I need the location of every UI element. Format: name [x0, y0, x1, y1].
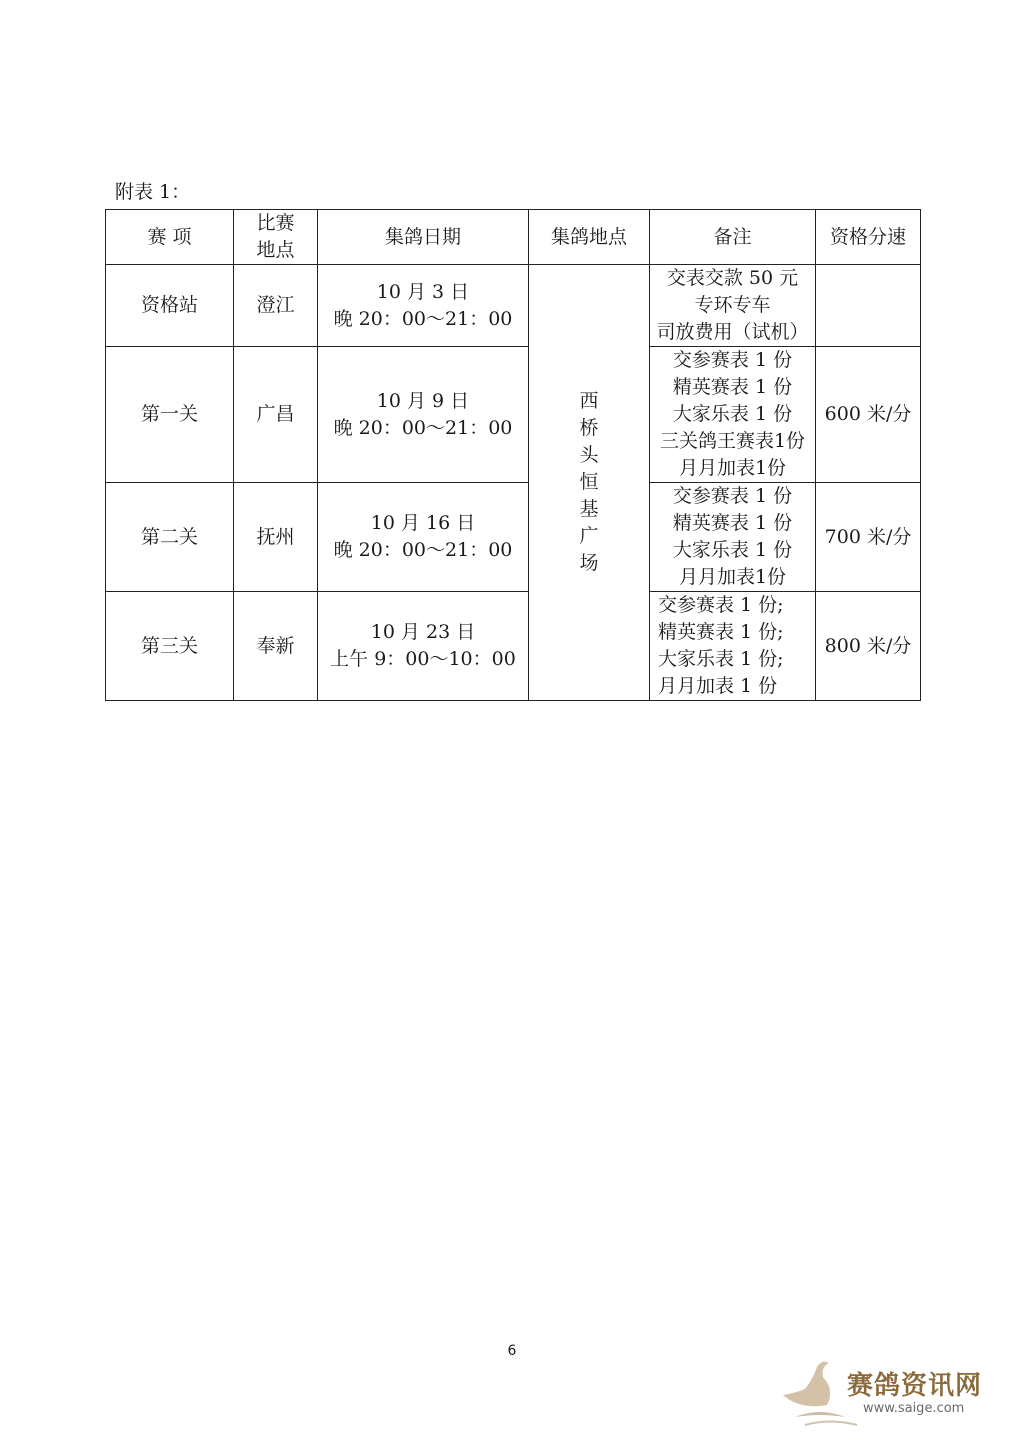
watermark-name: 赛鸽资讯网: [847, 1371, 983, 1401]
header-place: 集鸽地点: [529, 210, 650, 265]
note-line: 交参赛表 1 份: [672, 349, 793, 371]
header-event: 赛 项: [106, 210, 234, 265]
note-line: 三关鸽王赛表1份: [659, 430, 806, 452]
event-cell: 第三关: [106, 592, 234, 701]
date-cell: [318, 592, 529, 701]
time-line: 晚 20：00～21：00: [333, 539, 513, 561]
venue-cell: 广昌: [234, 347, 318, 483]
speed-cell: 600 米/分: [816, 347, 921, 483]
place-char: 基: [579, 498, 599, 520]
note-line: 大家乐表 1 份;: [658, 648, 784, 670]
speed-cell: 700 米/分: [816, 483, 921, 592]
date-cell: [318, 483, 529, 592]
event-cell: 资格站: [106, 265, 234, 347]
place-char: 桥: [579, 417, 599, 439]
date-line: 10 月 3 日: [376, 280, 470, 303]
date-line: 10 月 16 日: [370, 512, 476, 534]
place-char: 西: [579, 390, 599, 412]
venue-cell: 澄江: [234, 265, 318, 347]
note-line: 月月加表1份: [678, 566, 787, 588]
table-header-row: [106, 210, 921, 265]
place-char: 恒: [579, 471, 599, 493]
venue-cell: 抚州: [234, 483, 318, 592]
place-char: 头: [579, 444, 599, 466]
speed-cell: [816, 265, 921, 347]
venue-cell: 奉新: [234, 592, 318, 701]
note-line: 交表交款 50 元: [666, 267, 799, 289]
note-line: 交参赛表 1 份;: [658, 594, 784, 616]
time-line: 晚 20：00～21：00: [333, 307, 513, 330]
note-line: 月月加表 1 份: [658, 675, 778, 697]
watermark-url: www.saige.com: [863, 1401, 965, 1416]
date-cell: [318, 347, 529, 483]
note-line: 交参赛表 1 份: [672, 485, 793, 507]
header-venue-line: 地点: [256, 239, 295, 261]
page-number: 6: [507, 1343, 517, 1359]
header-venue-line: 比赛: [256, 212, 295, 234]
note-line: 司放费用（试机）: [656, 321, 809, 343]
table-caption: 附表 1：: [115, 181, 191, 203]
note-line: 大家乐表 1 份: [672, 539, 793, 561]
schedule-table: [105, 209, 921, 701]
header-speed: 资格分速: [816, 210, 921, 265]
event-cell: 第二关: [106, 483, 234, 592]
speed-cell: 800 米/分: [816, 592, 921, 701]
header-date: 集鸽日期: [318, 210, 529, 265]
note-line: 精英赛表 1 份: [672, 376, 793, 398]
note-line: 大家乐表 1 份: [672, 403, 793, 425]
time-line: 晚 20：00～21：00: [333, 416, 513, 439]
notes-cell: [650, 265, 816, 347]
time-line: 上午 9：00～10：00: [330, 648, 516, 670]
watermark: [775, 1355, 1005, 1430]
date-line: 10 月 9 日: [376, 389, 470, 412]
event-cell: 第一关: [106, 347, 234, 483]
table-row: [106, 592, 921, 701]
table-row: [106, 347, 921, 483]
notes-cell: [650, 592, 816, 701]
header-notes: 备注: [650, 210, 816, 265]
date-line: 10 月 23 日: [370, 621, 476, 643]
table-row: [106, 483, 921, 592]
header-venue: [234, 210, 318, 265]
notes-cell: [650, 347, 816, 483]
note-line: 专环专车: [694, 294, 771, 316]
table-row: [106, 265, 921, 347]
gathering-place-cell: [529, 265, 650, 701]
place-char: 广: [579, 525, 599, 547]
note-line: 精英赛表 1 份;: [658, 621, 784, 643]
place-char: 场: [579, 552, 599, 574]
note-line: 月月加表1份: [678, 457, 787, 479]
note-line: 精英赛表 1 份: [672, 512, 793, 534]
date-cell: [318, 265, 529, 347]
notes-cell: [650, 483, 816, 592]
